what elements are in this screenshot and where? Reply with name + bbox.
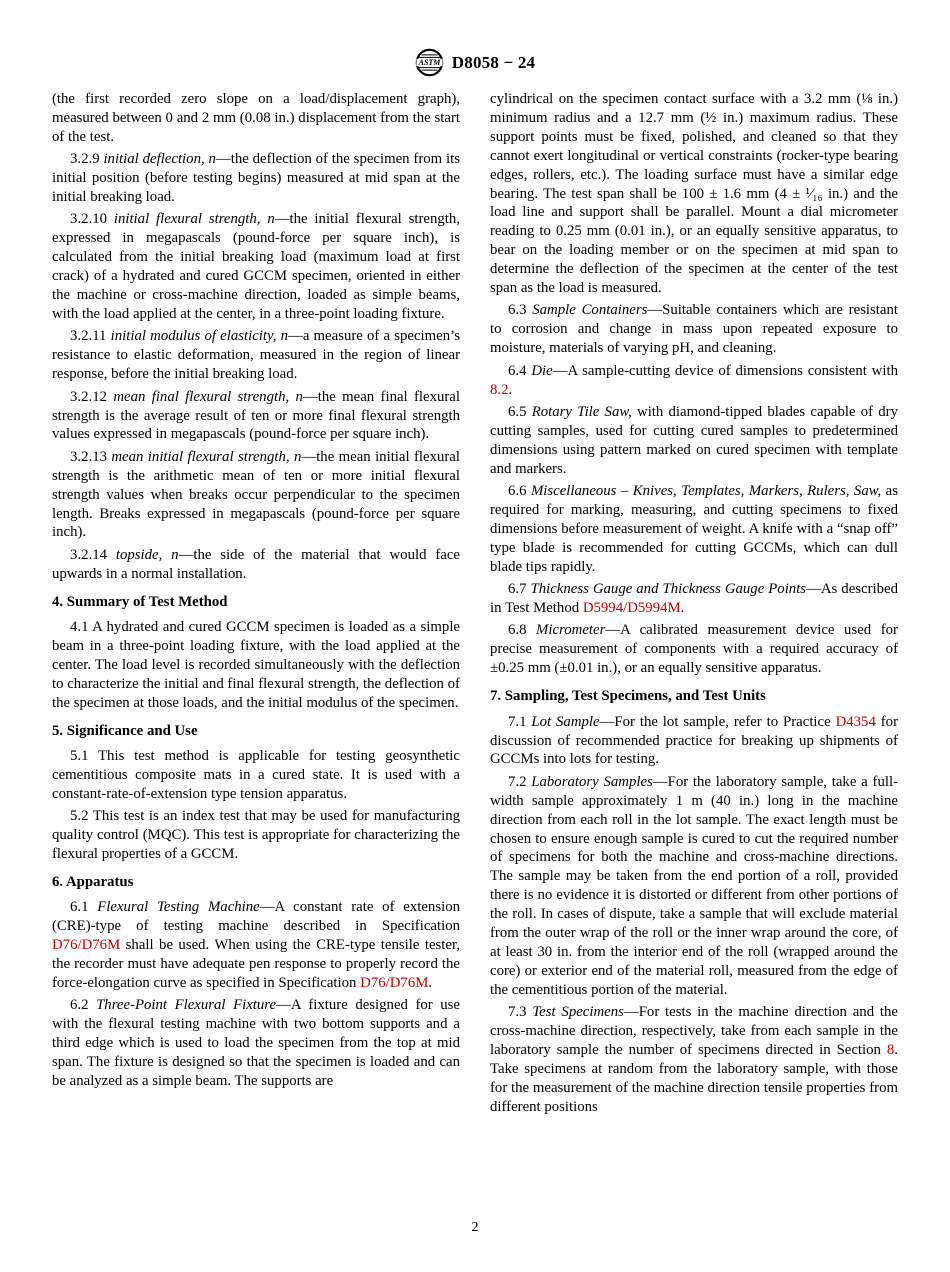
text-run: with diamond-tipped blades capable of dry cutting samples, used for cutting cured samples to predetermined dimensions using pattern marked on cured specimen with template and markers. <box>490 404 898 477</box>
paragraph <box>490 482 898 577</box>
text-run: —the initial flexural strength, expressed in megapascals (pound-force per square inch), is calculated from the initial breaking load (maximum load at first crack) of a hydrated and cured GCCM specimen, oriented in either the machine or cross-machine direction, loaded as simple beams, with the load applied at the center, in a three-point loading fixture. <box>52 211 460 322</box>
text-run: 3.2.11 <box>70 328 111 345</box>
defined-term-italic: Rotary Tile Saw, <box>531 404 632 420</box>
text-run: 3.2.12 <box>70 388 114 405</box>
text-run: for discussion of recommended practice for breaking up shipments of GCCMs into lots for testing. <box>490 713 899 768</box>
text-run: as required for marking, measuring, and cutting specimens to fixed dimensions before measurement of weight. A knife with a “snap off” type blade is recommended for cutting GCCMs, which can dull blade tips rapidly. <box>490 483 898 575</box>
paragraph <box>52 618 460 713</box>
paragraph <box>490 301 898 358</box>
defined-term-italic: mean final flexural strength, n <box>113 388 303 405</box>
text-run: 6.8 <box>508 622 537 639</box>
text-run: —For the laboratory sample, take a full-width sample approximately 1 m (40 in.) long in the machine direction from each roll in the lot sample. The exact length must be chosen to ensure enough sample is cured to cut the required number of specimens for both the machine and cross-machine directions. The sample may be taken from the end portion of a roll, provided there is no evidence it is distorted or different from other portions of the roll. In cases of dispute, take a sample that will exclude material from the outer wrap of the roll or the inner wrap around the core, of at least 30 in. from the interior end of the roll (wrapped around the core) or exterior end of the material roll, measured from the edge of the cementitious portion of the material. <box>490 773 898 998</box>
text-run: 5.2 This test is an index test that may be used for manufacturing quality control (MQC). This test is appropriate for characterizing the flexural properties of a GCCM. <box>52 808 460 863</box>
paragraph <box>52 150 460 207</box>
text-run: 7.3 <box>508 1004 533 1021</box>
reference-link[interactable]: D4354 <box>835 713 876 730</box>
reference-link[interactable]: D76/D76M <box>52 937 121 954</box>
text-run: shall be used. When using the CRE-type tensile tester, the recorder must have adequate pen response to properly record the force-elongation curve as specified in Specification <box>52 937 460 991</box>
column-right <box>490 90 898 1120</box>
defined-term-italic: initial modulus of elasticity, n <box>110 328 289 345</box>
paragraph <box>490 773 898 1000</box>
paragraph <box>52 448 460 543</box>
text-run: . <box>428 974 433 991</box>
text-run: —Suitable containers which are resistant to corrosion and change in mass upon repeated exposure to moisture, materials of varying pH, and cleaning. <box>490 302 898 357</box>
text-run: —the deflection of the specimen from its initial position (before testing begins) measured at mid span at the initial breaking load. <box>52 151 460 206</box>
text-run: —A fixture designed for use with the flexural testing machine with two bottom supports and a third edge which is used to load the specimen from the top at mid span. The fixture is designed so that the specimen is loaded and can be analyzed as a simple beam. The supports are <box>52 997 461 1089</box>
reference-link[interactable]: 8 <box>886 1042 895 1058</box>
reference-link[interactable]: D76/D76M <box>360 974 429 991</box>
section-heading: 4. Summary of Test Method <box>52 593 228 610</box>
text-run: —For the lot sample, refer to Practice <box>599 713 836 730</box>
text-run: . Take specimens at random from the laboratory sample, with those for the measurement of the machine direction tensile properties from different positions <box>490 1042 898 1115</box>
text-run: —A constant rate of extension (CRE)-type of testing machine described in Specification <box>52 899 460 935</box>
paragraph <box>490 362 898 400</box>
defined-term-italic: Die <box>531 362 553 379</box>
text-run: —A calibrated measurement device used for precise measurement of components with a required accuracy of ±0.25 mm (±0.01 in.), or an equally sensitive apparatus. <box>490 622 898 677</box>
text-run: . <box>680 600 685 617</box>
text-run: 6.7 <box>508 581 531 598</box>
text-run: cylindrical on the specimen contact surface with a 3.2 mm (⅛ in.) minimum radius and a 12.7 mm (½ in.) maximum radius. These support points must be fixed, polished, and cleaned so that they cannot exert longitudinal or vertical constraints (rocker-type bearing edges, rollers, etc.). The loading surface must have a similar edge bearing. The test span shall be 100 ± 1.6 mm (4 ± ¹⁄₁₆ in.) and the load line and support shall be parallel. Mount a dial micrometer reading to 0.25 mm (0.01 in.), or an equally sensitive apparatus, to bear on the loading member or on the specimen at mid span to determine the deflection of the specimen at the center of the test span as the load is measured. <box>490 91 898 297</box>
defined-term-italic: Miscellaneous – Knives, Templates, Markers, Rulers, Saw, <box>530 483 882 500</box>
text-run: 4.1 A hydrated and cured GCCM specimen is loaded as a simple beam in a three-point loading fixture, with the load applied at the center. The load level is recorded simultaneously with the deflection to characterize the initial and final flexural strength, the deflection of the specimen at those loads, and the initial modulus of the specimen. <box>52 619 460 711</box>
defined-term-italic: Sample Containers <box>532 302 648 319</box>
text-run: 7.2 <box>508 773 532 790</box>
paragraph <box>52 388 460 445</box>
paragraph <box>490 713 898 770</box>
paragraph <box>490 1003 898 1116</box>
paragraph <box>490 621 898 678</box>
text-run: —A sample-cutting device of dimensions consistent with <box>552 362 898 379</box>
paragraph <box>52 747 460 804</box>
section-heading: 6. Apparatus <box>52 873 134 890</box>
text-run: 3.2.13 <box>70 448 112 465</box>
paragraph <box>52 898 460 993</box>
paragraph <box>52 210 460 323</box>
paragraph <box>52 996 460 1091</box>
defined-term-italic: Three-Point Flexural Fixture <box>96 997 277 1014</box>
defined-term-italic: initial deflection, n <box>103 151 216 168</box>
svg-text:ASTM: ASTM <box>418 58 441 68</box>
text-run: —the mean initial flexural strength is the arithmetic mean of ten or more initial flexural strength values when breaks occur perpendicular to the specimen length. Breaks expressed in megapascals (pound-force per square inch). <box>52 448 460 541</box>
paragraph <box>490 403 898 479</box>
text-run: 3.2.14 <box>70 546 116 563</box>
text-run: 6.5 <box>508 404 532 420</box>
doc-designation: D8058 − 24 <box>451 52 536 72</box>
paragraph <box>52 327 460 384</box>
text-run: 6.6 <box>508 483 531 500</box>
paragraph <box>490 90 898 298</box>
paragraph <box>52 807 460 864</box>
text-run: 3.2.10 <box>70 211 114 228</box>
text-run: 6.4 <box>508 362 532 379</box>
defined-term-italic: Laboratory Samples <box>531 773 653 790</box>
paragraph <box>490 580 898 618</box>
text-run: 5.1 This test method is applicable for testing geosynthetic cementitious composite mats in a cured state. It is used with a constant-rate-of-extension type tension apparatus. <box>52 748 460 802</box>
section-heading: 5. Significance and Use <box>52 722 198 739</box>
document-header <box>0 48 950 77</box>
column-left <box>52 90 460 1120</box>
document-footer <box>0 1220 950 1236</box>
reference-link[interactable]: D5994/D5994M <box>582 600 681 617</box>
astm-logo-icon <box>415 48 444 77</box>
text-run: —the mean final flexural strength is the average result of ten or more final flexural strength values expressed in megapascals (pound-force per square inch). <box>52 388 460 443</box>
text-run: 7.1 <box>508 713 532 730</box>
text-run: —a measure of a specimen’s resistance to elastic deformation, measured in the region of linear response, before the initial breaking load. <box>52 328 460 383</box>
section-heading: 7. Sampling, Test Specimens, and Test Units <box>490 688 766 705</box>
text-run: —For tests in the machine direction and the cross-machine direction, respectively, take from each sample in the laboratory sample the number of specimens directed in Section <box>490 1004 898 1058</box>
text-run: 6.1 <box>70 899 98 916</box>
text-run: —As described in Test Method <box>490 581 899 617</box>
defined-term-italic: topside, n <box>115 546 179 563</box>
page-number: 2 <box>471 1220 479 1235</box>
text-run: 3.2.9 <box>70 151 104 168</box>
defined-term-italic: initial flexural strength, n <box>113 211 275 228</box>
text-run: —the side of the material that would face upwards in a normal installation. <box>52 546 460 582</box>
defined-term-italic: Flexural Testing Machine <box>97 899 260 916</box>
text-run: 6.3 <box>508 302 533 319</box>
defined-term-italic: mean initial flexural strength, n <box>111 448 302 465</box>
defined-term-italic: Lot Sample <box>531 713 600 730</box>
reference-link[interactable]: 8.2 <box>490 381 509 398</box>
defined-term-italic: Test Specimens <box>532 1004 624 1021</box>
document-body <box>52 90 898 1120</box>
defined-term-italic: Thickness Gauge and Thickness Gauge Points <box>530 581 807 598</box>
text-run: 6.2 <box>70 997 97 1014</box>
text-run: (the first recorded zero slope on a load/displacement graph), measured between 0 and 2 mm (0.08 in.) displacement from the start of the test. <box>52 91 460 145</box>
defined-term-italic: Micrometer <box>536 622 606 639</box>
text-run: . <box>508 381 513 398</box>
paragraph <box>52 546 460 584</box>
paragraph <box>52 90 460 147</box>
